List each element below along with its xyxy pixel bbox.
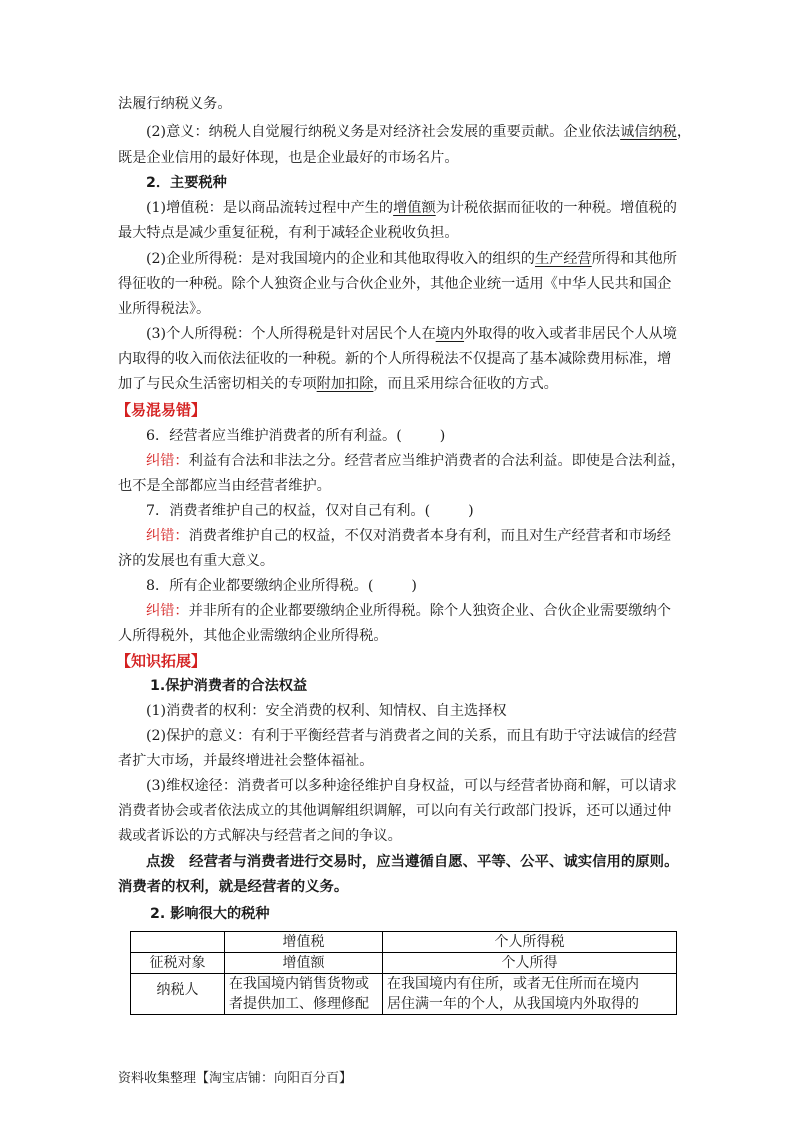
underlined-term: 附加扣除	[316, 376, 374, 392]
correction-7: 纠错：消费者维护自己的权益，不仅对消费者本身有利，而且对生产经营者和市场经	[146, 528, 671, 544]
subsection-title: 2. 影响很大的税种	[150, 906, 270, 922]
text-line: 加了与民众生活密切相关的专项附加扣除，而且采用综合征收的方式。	[118, 376, 558, 392]
text-line: 也不是全部都应当由经营者维护。	[118, 478, 331, 494]
text-line: 裁或者诉讼的方式解决与经营者之间的争议。	[118, 828, 402, 844]
table-cell: 纳税人	[131, 974, 225, 1015]
text-line: 得征收的一种税。除个人独资企业与合伙企业外，其他企业统一适用《中华人民共和国企	[118, 276, 672, 292]
underlined-term: 增值额	[393, 200, 436, 216]
question-8: 8．所有企业都要缴纳企业所得税。( )	[146, 578, 417, 594]
section-title: 2．主要税种	[146, 175, 227, 191]
table-cell: 在我国境内销售货物或 者提供加工、修理修配	[225, 974, 383, 1015]
text-line: 消费者协会或者依法成立的其他调解组织调解，可以向有关行政部门投诉，还可以通过仲	[118, 803, 672, 819]
table-cell: 增值税	[225, 932, 383, 953]
text-line: (2)企业所得税：是对我国境内的企业和其他取得收入的组织的生产经营所得和其他所	[146, 251, 677, 267]
table-row	[131, 974, 677, 1015]
correction-label: 纠错：	[146, 453, 189, 469]
text-line: (2)意义：纳税人自觉履行纳税义务是对经济社会发展的重要贡献。企业依法诚信纳税，	[146, 124, 692, 140]
tax-comparison-table	[130, 931, 677, 1015]
underlined-term: 生产经营	[534, 251, 592, 267]
text-line: 业所得税法》。	[118, 301, 211, 317]
table-row	[131, 932, 677, 953]
table-cell: 个人所得	[383, 953, 677, 974]
question-6: 6．经营者应当维护消费者的所有利益。( )	[146, 428, 446, 444]
correction-label: 纠错：	[146, 603, 189, 619]
text-line: (3)个人所得税：个人所得税是针对居民个人在境内外取得的收入或者非居民个人从境	[146, 326, 677, 342]
text-line: (1)增值税：是以商品流转过程中产生的增值额为计税依据而征收的一种税。增值税的	[146, 200, 677, 216]
tip-line: 消费者的权利，就是经营者的义务。	[118, 879, 349, 895]
underlined-term: 境内	[435, 326, 465, 342]
table-cell	[131, 932, 225, 953]
text-line: 既是企业信用的最好体现，也是企业最好的市场名片。	[118, 150, 459, 166]
text-line: 最大特点是减少重复征税，有利于减轻企业税收负担。	[118, 225, 459, 241]
text-line: 济的发展也有重大意义。	[118, 553, 275, 569]
text-line: 者扩大市场，并最终增进社会整体福祉。	[118, 753, 374, 769]
subsection-title: 1.保护消费者的合法权益	[150, 678, 308, 694]
confusion-heading: 【易混易错】	[116, 401, 207, 419]
correction-6: 纠错：利益有合法和非法之分。经营者应当维护消费者的合法利益。即使是合法利益，	[146, 453, 686, 469]
text-line: 法履行纳税义务。	[118, 96, 232, 112]
tip-line: 点拨 经营者与消费者进行交易时，应当遵循自愿、平等、公平、诚实信用的原则。	[146, 854, 679, 870]
table-row	[131, 953, 677, 974]
text-line: (2)保护的意义：有利于平衡经营者与消费者之间的关系，而且有助于守法诚信的经营	[146, 728, 677, 744]
question-7: 7．消费者维护自己的权益，仅对自己有利。( )	[146, 503, 474, 519]
expansion-heading: 【知识拓展】	[116, 652, 207, 670]
text-line: (3)维权途径：消费者可以多种途径维护自身权益，可以与经营者协商和解，可以请求	[146, 778, 677, 794]
table-cell: 征税对象	[131, 953, 225, 974]
correction-label: 纠错：	[146, 528, 189, 544]
table-cell: 增值额	[225, 953, 383, 974]
text-line: (1)消费者的权利：安全消费的权利、知情权、自主选择权	[146, 703, 507, 719]
text-line: 人所得税外，其他企业需缴纳企业所得税。	[118, 628, 388, 644]
table-cell: 在我国境内有住所，或者无住所而在境内 居住满一年的个人，从我国境内外取得的	[383, 974, 677, 1015]
correction-8: 纠错：并非所有的企业都要缴纳企业所得税。除个人独资企业、合伙企业需要缴纳个	[146, 603, 671, 619]
text-line: 内取得的收入而依法征收的一种税。新的个人所得税法不仅提高了基本减除费用标准，增	[118, 351, 672, 367]
underlined-term: 诚信纳税	[620, 124, 677, 140]
page-footer: 资料收集整理【淘宝店铺：向阳百分百】	[118, 1071, 353, 1086]
table-cell: 个人所得税	[383, 932, 677, 953]
